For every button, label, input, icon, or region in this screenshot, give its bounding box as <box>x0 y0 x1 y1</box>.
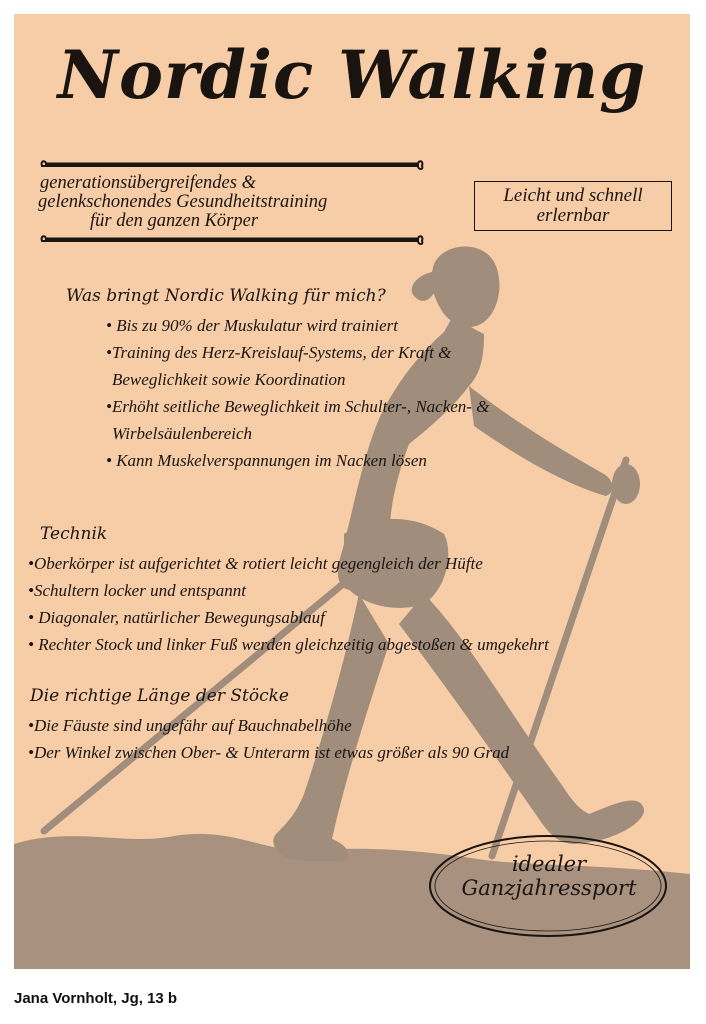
technique-heading: Technik <box>40 524 108 544</box>
easy-to-learn-box <box>474 181 672 231</box>
list-item: •Der Winkel zwischen Ober- & Unterarm ist etwas größer als 90 Grad <box>28 743 510 762</box>
list-item: • Diagonaler, natürlicher Bewegungsablauf <box>28 608 325 627</box>
list-item: • Rechter Stock und linker Fuß werden gleichzeitig abgestoßen & umgekehrt <box>28 635 549 654</box>
list-item: •Die Fäuste sind ungefähr auf Bauchnabelhöhe <box>28 716 352 735</box>
poster <box>14 14 690 969</box>
list-item: • Kann Muskelverspannungen im Nacken lösen <box>106 451 427 470</box>
box-line: Leicht und schnell <box>503 185 643 206</box>
author-credit: Jana Vornholt, Jg, 13 b <box>14 990 178 1007</box>
benefits-list <box>106 312 489 474</box>
list-item: Beweglichkeit sowie Koordination <box>112 370 346 389</box>
pole-length-list <box>28 712 509 766</box>
list-item: •Oberkörper ist aufgerichtet & rotiert leicht gegengleich der Hüfte <box>28 554 483 573</box>
list-item: Wirbelsäulenbereich <box>112 424 253 443</box>
tagline-line: für den ganzen Körper <box>90 211 259 231</box>
tagline-line: generationsübergreifendes & <box>40 173 256 193</box>
tagline-line: gelenkschonendes Gesundheitstraining <box>38 192 328 212</box>
list-item: • Bis zu 90% der Muskulatur wird trainiert <box>106 316 398 335</box>
benefits-heading: Was bringt Nordic Walking für mich? <box>66 286 386 306</box>
list-item: •Schultern locker und entspannt <box>28 581 246 600</box>
list-item: •Training des Herz-Kreislauf-Systems, der Kraft & <box>106 343 452 362</box>
year-round-sport-badge <box>444 852 654 900</box>
walker-silhouette-illustration <box>14 14 690 969</box>
box-line: erlernbar <box>536 205 610 226</box>
badge-line: Ganzjahressport <box>461 876 637 900</box>
technique-list <box>28 550 549 658</box>
list-item: •Erhöht seitliche Beweglichkeit im Schulter-, Nacken- & <box>106 397 490 416</box>
pole-length-heading: Die richtige Länge der Stöcke <box>30 686 289 706</box>
tagline <box>38 174 458 231</box>
poster-title: Nordic Walking <box>57 36 647 114</box>
badge-line: idealer <box>511 852 587 876</box>
